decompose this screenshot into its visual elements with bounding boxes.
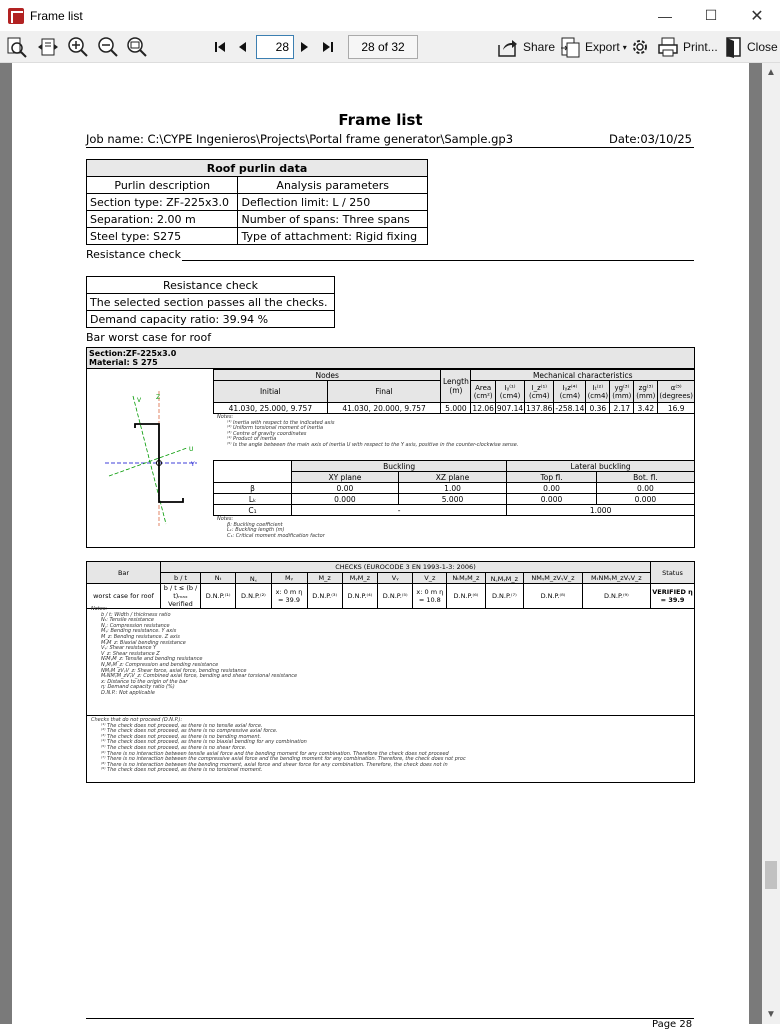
buckling-note: β: Buckling coefficient — [227, 521, 283, 528]
dnp-note: ⁽⁸⁾ There is no interaction between the bending moment, axial force and shear force for any combination. Therefore, the check does not in — [101, 761, 448, 768]
share-button[interactable] — [496, 35, 555, 59]
check-cell: D.N.P.⁽³⁾ — [307, 584, 342, 609]
close-report-button[interactable] — [723, 35, 778, 59]
check-col: NMᵧM_zVᵧV_z — [524, 573, 583, 584]
check-col: Mᵧ — [271, 573, 307, 584]
number-of-spans-cell: Number of spans: Three spans — [238, 211, 428, 228]
checks-note: MᵧM_z: Biaxial bending resistance — [101, 639, 186, 646]
checks-note: M_z: Bending resistance. Z axis — [101, 633, 180, 640]
nodes-header: Nodes — [214, 370, 441, 381]
lateral-buckling-header: Lateral buckling — [507, 461, 695, 472]
buckling-note: Lₖ: Buckling length (m) — [227, 527, 285, 534]
zoom-out-icon — [96, 35, 120, 59]
beta-xz: 1.00 — [398, 483, 506, 494]
checks-note: Vᵧ: Shear resistance Y — [101, 645, 157, 652]
check-col: b / t — [161, 573, 201, 584]
check-cell: x: 0 m η = 39.9 — [271, 584, 307, 609]
yg-value: 2.17 — [610, 403, 634, 414]
check-cell: D.N.P.⁽⁷⁾ — [485, 584, 524, 609]
svg-text:V: V — [137, 397, 142, 404]
iyz-value: -258.14 — [555, 403, 585, 413]
lk-bot: 0.000 — [596, 494, 694, 505]
next-page-icon — [296, 35, 314, 59]
xy-plane-header: XY plane — [292, 472, 399, 483]
check-col: MₜNMᵧM_zVᵧV_z — [582, 573, 650, 584]
first-page-icon — [210, 35, 230, 59]
buckling-note: C₁: Critical moment modification factor — [227, 532, 325, 539]
zoom-out-button[interactable] — [96, 35, 120, 59]
dnp-note: ⁽¹⁾ The check does not proceed, as there is no tensile axial force. — [101, 722, 263, 729]
worst-case-row-name: worst case for roof — [87, 584, 161, 609]
mech-col-it: Iₜ⁽²⁾ (cm4) — [586, 381, 610, 403]
beta-xy: 0.00 — [292, 483, 399, 494]
check-cell: b / t ≤ (b / t)ₘₐₓ Verified — [161, 584, 201, 609]
section-drawing — [101, 386, 201, 526]
attachment-type-cell: Type of attachment: Rigid fixing — [238, 228, 428, 245]
section-data-box — [86, 347, 695, 548]
mech-note: ⁽³⁾ Centre of gravity coordinates — [227, 430, 307, 437]
fit-width-button[interactable] — [36, 35, 60, 59]
mech-col-iy: Iᵧ⁽¹⁾ (cm4) — [495, 381, 524, 403]
initial-node-value: 41.030, 25.000, 9.757 — [214, 403, 328, 414]
bar-header: Bar — [87, 562, 161, 584]
notes-divider — [87, 715, 694, 716]
scroll-up-icon[interactable]: ▲ — [766, 67, 776, 78]
share-icon — [496, 35, 520, 59]
separation-cell: Separation: 2.00 m — [87, 211, 238, 228]
resistance-check-title: Resistance check — [87, 277, 335, 294]
c1-buckling: - — [292, 505, 507, 516]
material-line: Material: S 275 — [89, 358, 158, 367]
buckling-notes — [217, 517, 692, 547]
mech-col-zg: zg⁽³⁾ (mm) — [634, 381, 658, 403]
check-cell: D.N.P.⁽⁴⁾ — [342, 584, 377, 609]
export-icon — [558, 35, 582, 59]
print-label: Print... — [683, 40, 718, 54]
section-line: Section:ZF-225x3.0 — [89, 349, 177, 358]
checks-note: D.N.P.: Not applicable — [101, 689, 155, 696]
check-cell: D.N.P.⁽⁶⁾ — [447, 584, 485, 609]
exit-door-icon — [723, 35, 745, 59]
xz-plane-header: XZ plane — [398, 472, 506, 483]
zoom-in-icon — [66, 35, 90, 59]
dnp-notes — [91, 718, 691, 782]
dnp-note: ⁽⁷⁾ There is no interaction between the compressive axial force and the bending moment for any combination. Therefore, the check does not proc — [101, 756, 466, 763]
check-col: NₜMᵧM_z — [447, 573, 485, 584]
section-header — [87, 348, 694, 369]
dnp-note: Checks that do not proceed (D.N.P.): — [91, 717, 183, 723]
dnp-note: ⁽²⁾ The check does not proceed, as there is no compressive axial force. — [101, 728, 278, 735]
checks-table — [86, 561, 695, 609]
checks-note: MₜNMᵧM_zVᵧV_z: Combined axial force, bending and shear torsional resistance — [101, 673, 298, 680]
check-cell: D.N.P.⁽⁹⁾ — [582, 584, 650, 609]
check-col: M_z — [307, 573, 342, 584]
last-page-button[interactable] — [318, 35, 338, 59]
checks-note: x: Distance to the origin of the bar — [101, 678, 188, 685]
mechanical-notes — [217, 415, 692, 459]
svg-text:Z: Z — [156, 394, 161, 401]
top-flange-header: Top fl. — [507, 472, 597, 483]
zoom-page-icon — [5, 35, 29, 59]
checks-note: N꜀: Compression resistance — [101, 622, 170, 629]
area-value: 12.06 — [472, 403, 494, 413]
demand-capacity-ratio: Demand capacity ratio: 39.94 % — [87, 311, 335, 328]
maximize-button[interactable]: ☐ — [704, 7, 718, 23]
mech-col-yg: yg⁽³⁾ (mm) — [610, 381, 634, 403]
purlin-description-header: Purlin description — [87, 177, 238, 194]
print-button[interactable] — [656, 35, 718, 59]
check-cell: D.N.P.⁽⁵⁾ — [378, 584, 413, 609]
buckling-table — [213, 460, 695, 516]
check-cell: D.N.P.⁽²⁾ — [236, 584, 271, 609]
svg-text:Y: Y — [191, 461, 195, 468]
fit-width-icon — [36, 35, 60, 59]
dnp-note: ⁽⁴⁾ The check does not proceed, as there is no biaxial bending for any combination — [101, 739, 307, 746]
svg-text:U: U — [189, 446, 194, 453]
zoom-in-button[interactable] — [66, 35, 90, 59]
dnp-note: ⁽⁶⁾ There is no interaction between tensile axial force and the bending moment for any combination. Therefore the check does not proceed — [101, 750, 449, 757]
gear-icon — [628, 35, 652, 59]
export-dropdown-icon: ▾ — [622, 42, 627, 52]
title-bar — [0, 0, 780, 31]
scrollbar-thumb[interactable] — [765, 861, 777, 889]
lk-top: 0.000 — [507, 494, 597, 505]
dnp-note: ⁽³⁾ The check does not proceed, as there is no bending moment. — [101, 733, 262, 740]
check-col: MᵧM_z — [342, 573, 377, 584]
roof-purlin-title: Roof purlin data — [87, 160, 428, 177]
analysis-parameters-header: Analysis parameters — [238, 177, 428, 194]
alpha-value: 16.9 — [658, 403, 695, 414]
lk-label: Lₖ — [214, 494, 292, 505]
last-page-icon — [318, 35, 338, 59]
close-window-button[interactable]: ✕ — [750, 7, 764, 25]
minimize-button[interactable]: — — [658, 7, 672, 24]
lk-xz: 5.000 — [398, 494, 506, 505]
check-cell: D.N.P.⁽⁸⁾ — [524, 584, 583, 609]
dnp-note: ⁽⁹⁾ The check does not proceed, as there is no torsional moment. — [101, 767, 263, 774]
bar-worst-case-heading: Bar worst case for roof — [86, 331, 212, 344]
checks-notes — [91, 607, 691, 715]
deflection-limit-cell: Deflection limit: L / 250 — [238, 194, 428, 211]
mech-note: ⁽⁵⁾ Is the angle between the main axis of inertia U with respect to the Y axis, positive in the counter-clockwise sense. — [227, 441, 519, 448]
check-col: Vᵧ — [378, 573, 413, 584]
app-icon — [8, 8, 24, 24]
check-col: V_z — [413, 573, 447, 584]
checks-note: NₜMᵧM_z: Tensile and bending resistance — [101, 656, 203, 663]
beta-bot: 0.00 — [596, 483, 694, 494]
previous-page-icon — [233, 35, 251, 59]
export-button[interactable] — [558, 35, 627, 59]
footer-page-number: Page 28 — [652, 1019, 693, 1030]
checks-note: Notes: — [91, 606, 108, 612]
mech-col-iz: I_z⁽¹⁾ (cm4) — [525, 381, 554, 403]
export-label: Export — [585, 40, 620, 54]
mechanical-header: Mechanical characteristics — [471, 370, 695, 381]
resistance-check-heading: Resistance check — [86, 248, 181, 261]
mech-note: ⁽²⁾ Uniform torsional moment of inertia — [227, 425, 324, 432]
first-page-button[interactable] — [210, 35, 230, 59]
footer-rule — [86, 1018, 694, 1019]
document-title: Frame list — [338, 111, 423, 129]
roof-purlin-table — [86, 159, 428, 245]
vertical-scrollbar[interactable] — [762, 63, 780, 1024]
next-page-button[interactable] — [296, 35, 314, 59]
bottom-flange-header: Bot. fl. — [596, 472, 694, 483]
check-cell: D.N.P.⁽¹⁾ — [201, 584, 236, 609]
check-cell: x: 0 m η = 10.8 — [413, 584, 447, 609]
buckling-header: Buckling — [292, 461, 507, 472]
checks-title: CHECKS (EUROCODE 3 EN 1993-1-3: 2006) — [161, 562, 651, 573]
initial-header: Initial — [214, 381, 328, 403]
document-viewer[interactable] — [0, 63, 762, 1030]
report-page — [12, 63, 749, 1030]
checks-note: Mᵧ: Bending resistance. Y axis — [101, 628, 177, 635]
steel-type-cell: Steel type: S275 — [87, 228, 238, 245]
lk-xy: 0.000 — [292, 494, 399, 505]
settings-button[interactable] — [628, 35, 652, 59]
heading-rule — [182, 260, 694, 261]
iy-value: 907.14 — [496, 403, 524, 413]
page-count-label: 28 of 32 — [348, 35, 418, 59]
check-col: N꜀MᵧM_z — [485, 573, 524, 584]
job-name: Job name: C:\CYPE Ingenieros\Projects\Portal frame generator\Sample.gp3 — [86, 132, 514, 146]
checks-note: NMᵧM_zVᵧV_z: Shear force, axial force, bending resistance — [101, 667, 247, 674]
dnp-note: ⁽⁵⁾ The check does not proceed, as there is no shear force. — [101, 744, 247, 751]
buckling-note: Notes: — [217, 516, 234, 522]
c1-lateral: 1.000 — [507, 505, 695, 516]
job-name-line — [86, 132, 694, 148]
check-col: Nₜ — [201, 573, 236, 584]
scroll-down-icon[interactable]: ▼ — [766, 1009, 776, 1020]
checks-note: N꜀MᵧM_z: Compression and bending resistance — [101, 661, 219, 668]
beta-top: 0.00 — [507, 483, 597, 494]
window-title: Frame list — [30, 8, 83, 23]
c1-label: C₁ — [214, 505, 292, 516]
nodes-mechanical-table — [213, 369, 695, 414]
mech-note: Notes: — [217, 414, 234, 420]
status-header: Status — [651, 562, 695, 584]
report-date: Date:03/10/25 — [608, 132, 692, 146]
mech-col-alpha: α⁽⁵⁾ (degrees) — [658, 381, 695, 403]
zoom-window-button[interactable] — [125, 35, 149, 59]
page-number-input[interactable]: 28 — [256, 35, 294, 59]
zoom-window-icon — [125, 35, 149, 59]
mech-col-iyz: Iᵧz⁽⁴⁾ (cm4) — [554, 381, 586, 403]
checks-note: η: Demand capacity ratio (%) — [101, 684, 175, 691]
buckling-corner — [214, 461, 292, 483]
iz-value: 137.86 — [526, 403, 553, 413]
length-header: Length (m) — [441, 370, 471, 403]
resistance-check-table — [86, 276, 335, 328]
mech-col-area: Area (cm²) — [471, 381, 495, 403]
checks-note: V_z: Shear resistance Z — [101, 650, 160, 657]
share-label: Share — [523, 40, 556, 54]
status-verified: VERIFIED η = 39.9 — [651, 584, 695, 609]
length-value: 5.000 — [441, 403, 471, 414]
check-col: N꜀ — [236, 573, 271, 584]
final-node-value: 41.030, 20.000, 9.757 — [327, 403, 441, 414]
zg-value: 3.42 — [634, 403, 658, 414]
previous-page-button[interactable] — [233, 35, 251, 59]
zoom-page-button[interactable] — [5, 35, 29, 59]
beta-label: β — [214, 483, 292, 494]
it-value: 0.36 — [586, 403, 610, 414]
checks-note: b / t: Width / thickness ratio — [101, 611, 171, 618]
checks-box — [86, 561, 695, 783]
resistance-result: The selected section passes all the checks. — [87, 294, 335, 311]
checks-note: Nₜ: Tensile resistance — [101, 617, 154, 624]
mech-note: ⁽⁴⁾ Product of inertia — [227, 436, 277, 443]
final-header: Final — [327, 381, 441, 403]
mech-note: ⁽¹⁾ Inertia with respect to the indicated axis — [227, 419, 335, 426]
close-label: Close — [747, 40, 778, 54]
printer-icon — [656, 35, 680, 59]
section-type-cell: Section type: ZF-225x3.0 — [87, 194, 238, 211]
